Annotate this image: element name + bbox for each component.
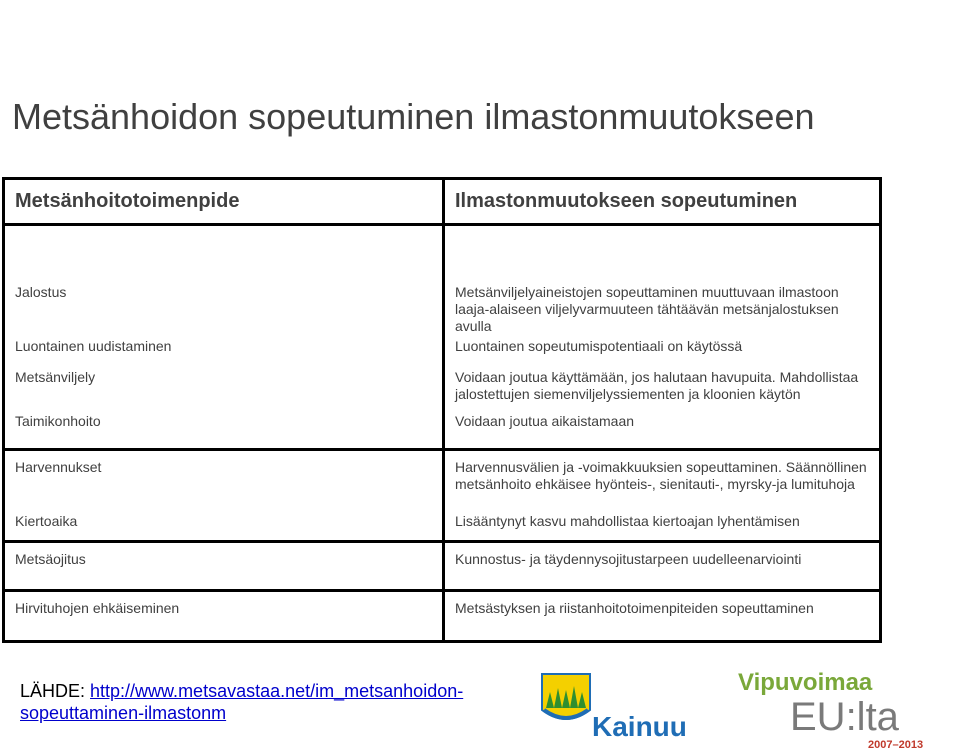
table-cell-adaptation: Voidaan joutua käyttämään, jos halutaan havupuita. Mahdollistaa jalostettujen siemenviljelyssiementen ja kloonien käytön [444,369,881,413]
table-row [4,450,881,514]
table-cell-measure: Harvennukset [4,450,444,514]
kainuu-logo [532,670,692,751]
page-title: Metsänhoidon sopeutuminen ilmastonmuutokseen [12,96,815,137]
table-header-row [4,179,881,225]
table-row [4,225,881,339]
table-cell-adaptation: Luontainen sopeutumispotentiaali on käytössä [444,338,881,369]
source-link-part1[interactable]: http://www.metsavastaa.net/im_metsanhoidon- [90,681,464,701]
column-header-adaptation: Ilmastonmuutokseen sopeutuminen [444,179,881,225]
table-cell-adaptation: Harvennusvälien ja -voimakkuuksien sopeuttaminen. Säännöllinen metsänhoito ehkäisee hyönteis-, sienitauti-, myrsky-ja lumituhoja [444,450,881,514]
table-cell-measure: Hirvituhojen ehkäiseminen [4,591,444,642]
table-row [4,591,881,642]
table-row [4,338,881,369]
column-header-measure: Metsänhoitotoimenpide [4,179,444,225]
table-cell-adaptation: Kunnostus- ja täydennysojitustarpeen uudelleenarviointi [444,542,881,591]
table-cell-adaptation: Lisääntynyt kasvu mahdollistaa kiertoajan lyhentämisen [444,513,881,542]
years-label: 2007–2013 [868,739,924,750]
source-citation [20,680,463,724]
table-cell-measure: Kiertoaika [4,513,444,542]
source-link-part2[interactable]: sopeuttaminen-ilmastonm [20,703,227,723]
table-row [4,542,881,591]
table-row [4,513,881,542]
table-row [4,369,881,413]
vipuvoimaa-logo [730,664,955,755]
table-row [4,413,881,450]
kainuu-wordmark: Kainuu [592,711,687,742]
adaptation-table [2,177,882,643]
table-cell-measure: Metsäojitus [4,542,444,591]
table-cell-adaptation: Metsästyksen ja riistanhoitotoimenpiteiden sopeuttaminen [444,591,881,642]
table-cell-measure: Luontainen uudistaminen [4,338,444,369]
source-label: LÄHDE: [20,681,91,701]
table-cell-adaptation: Metsänviljelyaineistojen sopeuttaminen muuttuvaan ilmastoon laaja-alaiseen viljelyvarmuuteen tähtäävän metsänjalostuksen avulla [444,225,881,339]
eu-wordmark: EU:lta [790,695,899,739]
vipuvoimaa-wordmark: Vipuvoimaa [738,669,873,696]
table-cell-measure: Jalostus [4,225,444,339]
table-cell-measure: Taimikonhoito [4,413,444,450]
table-cell-measure: Metsänviljely [4,369,444,413]
table-cell-adaptation: Voidaan joutua aikaistamaan [444,413,881,450]
